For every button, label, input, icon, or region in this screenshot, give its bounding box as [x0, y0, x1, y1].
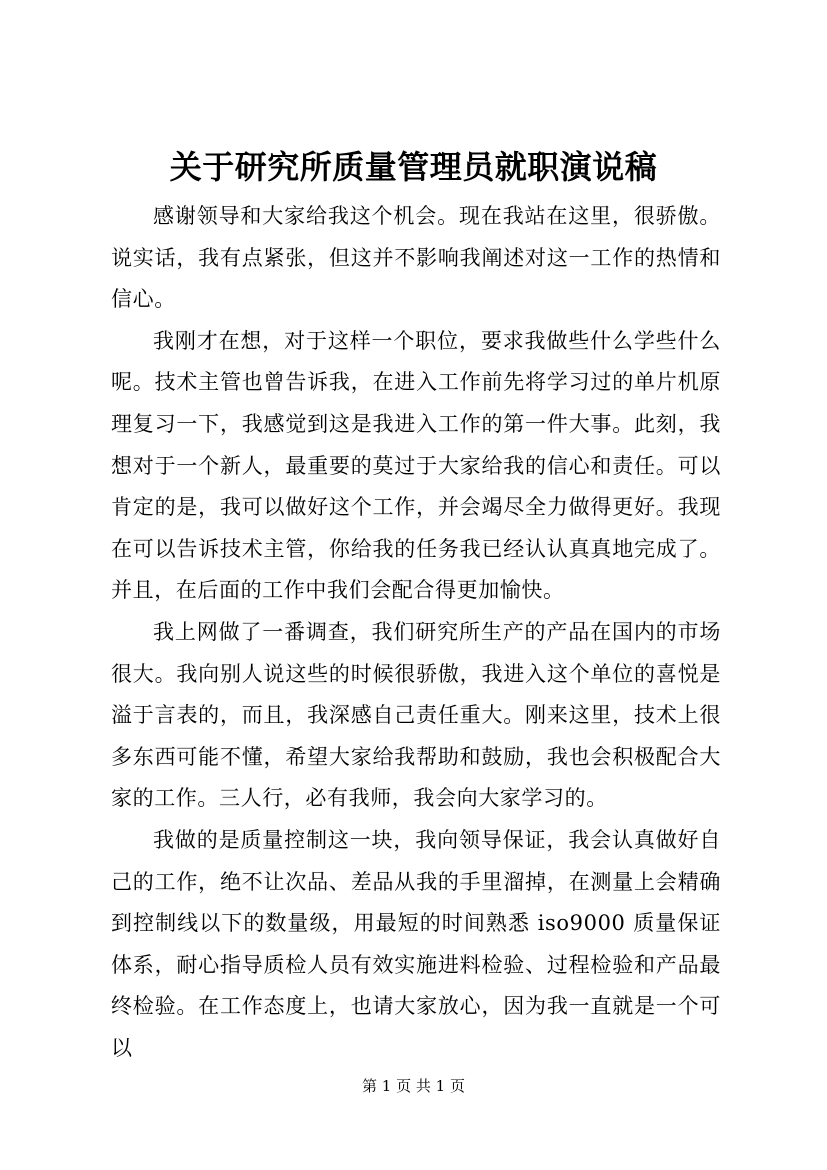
paragraph-4: 我做的是质量控制这一块，我向领导保证，我会认真做好自己的工作，绝不让次品、差品从我的手里溜掉，在测量上会精确到控制线以下的数量级，用最短的时间熟悉 iso9000 质量保证体系，耐心指导质检人员有效实施进料检验、过程检验和产品最终检验。在工作态度上，也请大家放心，因为我一直就是一个可以: [111, 827, 721, 1060]
paragraph-1: 感谢领导和大家给我这个机会。现在我站在这里，很骄傲。说实话，我有点紧张，但这并不影响我阐述对这一工作的热情和信心。: [111, 204, 721, 312]
paragraph-2: 我刚才在想，对于这样一个职位，要求我做些什么学些什么呢。技术主管也曾告诉我，在进入工作前先将学习过的单片机原理复习一下，我感觉到这是我进入工作的第一件大事。此刻，我想对于一个新人，最重要的莫过于大家给我的信心和责任。可以肯定的是，我可以做好这个工作，并会竭尽全力做得更好。我现在可以告诉技术主管，你给我的任务我已经认认真真地完成了。并且，在后面的工作中我们会配合得更加愉快。: [111, 328, 721, 603]
page-footer: 第 1 页 共 1 页: [362, 1077, 465, 1095]
document-body: [111, 196, 721, 1069]
paragraph-3: 我上网做了一番调查，我们研究所生产的产品在国内的市场很大。我向别人说这些的时候很骄傲，我进入这个单位的喜悦是溢于言表的，而且，我深感自己责任重大。刚来这里，技术上很多东西可能不懂，希望大家给我帮助和鼓励，我也会积极配合大家的工作。三人行，必有我师，我会向大家学习的。: [111, 619, 721, 811]
document-title: 关于研究所质量管理员就职演说稿: [169, 148, 658, 186]
